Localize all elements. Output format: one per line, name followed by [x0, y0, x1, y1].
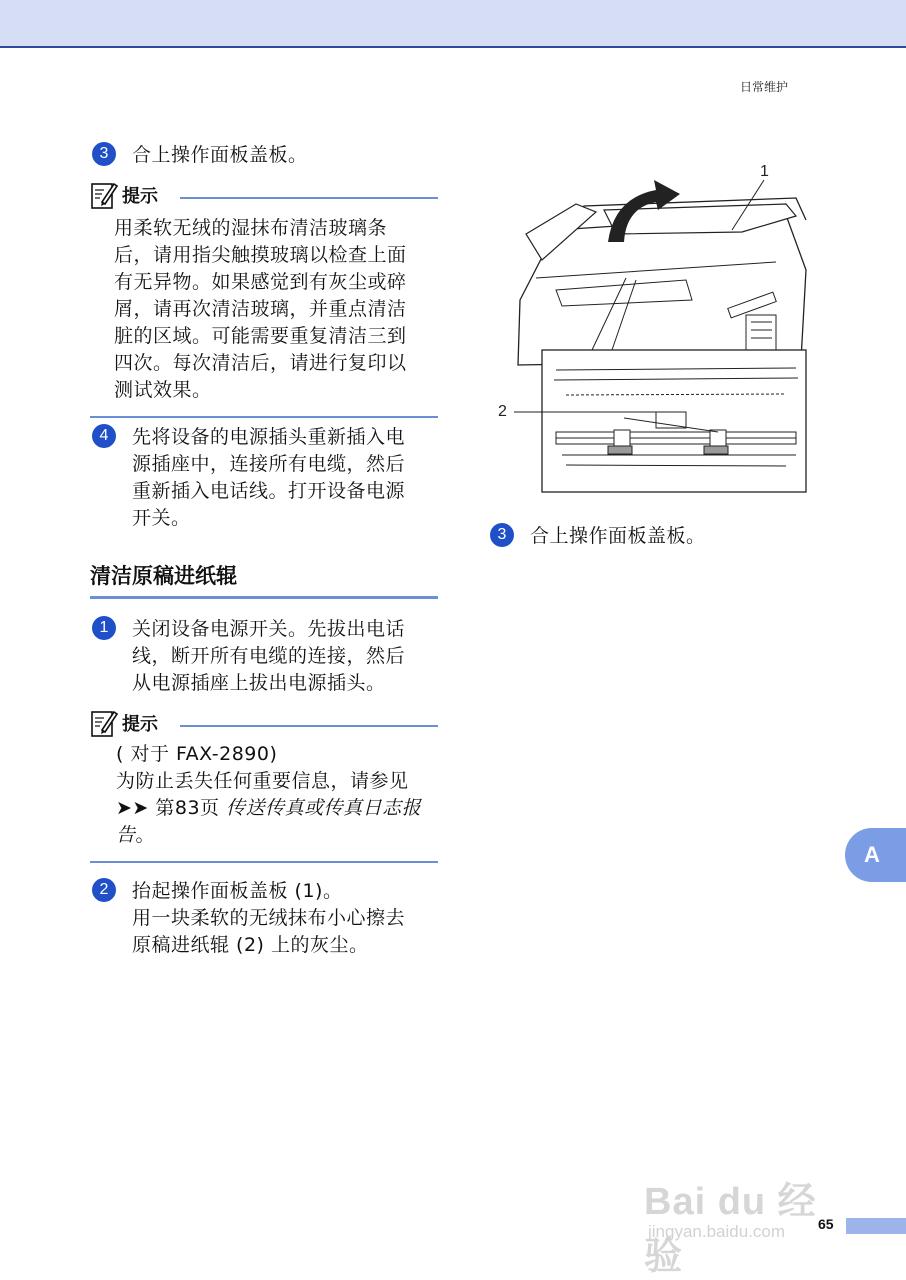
note-line: 四次。每次清洁后，请进行复印以: [114, 352, 407, 374]
reference-arrows-icon: ➤➤: [116, 797, 149, 819]
note-line: 为防止丢失任何重要信息，请参见: [116, 770, 409, 792]
page-number: 65: [818, 1216, 834, 1232]
reference-title: 传送传真或传真日志报: [226, 797, 422, 819]
step-text: [132, 616, 405, 697]
note-pencil-icon: [90, 180, 118, 210]
step-line: 关闭设备电源开关。先拔出电话: [132, 618, 406, 640]
note-line: ( 对于 FAX-2890): [116, 743, 278, 765]
note-1: [90, 180, 438, 418]
note-2: [90, 708, 438, 863]
step-line: 先将设备的电源插头重新插入电: [132, 426, 406, 448]
step-line: 线，断开所有电缆的连接，然后: [132, 645, 406, 667]
step-number: 2: [92, 878, 116, 902]
page-number-bar: [846, 1218, 906, 1234]
note-label: 提示: [122, 186, 158, 207]
step-line: 抬起操作面板盖板 (1)。: [132, 880, 343, 902]
step-number: 3: [490, 523, 514, 547]
note-divider: [90, 861, 438, 863]
step-2: [92, 878, 442, 959]
note-line: 屑，请再次清洁玻璃，并重点清洁: [114, 298, 407, 320]
reference-end: 。: [135, 824, 156, 846]
step-3-left: [92, 142, 442, 169]
step-line: 用一块柔软的无绒抹布小心擦去: [132, 907, 406, 929]
fax-machine-illustration: [496, 150, 826, 500]
step-text: 合上操作面板盖板。: [530, 525, 706, 547]
reference-page: 第83页: [148, 797, 227, 819]
step-1: [92, 616, 442, 697]
note-divider: [90, 416, 438, 418]
appendix-tab[interactable]: A: [845, 828, 906, 882]
step-text: 合上操作面板盖板。: [132, 144, 308, 166]
step-text: [132, 424, 405, 532]
cross-reference[interactable]: [116, 795, 438, 822]
note-line: 有无异物。如果感觉到有灰尘或碎: [114, 271, 407, 293]
note-line: 用柔软无绒的湿抹布清洁玻璃条: [114, 217, 388, 239]
watermark-url: jingyan.baidu.com: [648, 1222, 786, 1241]
callout-2: 2: [498, 403, 507, 420]
note-rule: [180, 725, 438, 727]
step-number: 1: [92, 616, 116, 640]
note-body: [114, 215, 438, 404]
step-line: 从电源插座上拔出电源插头。: [132, 672, 386, 694]
note-label: 提示: [122, 714, 158, 735]
callout-1: 1: [760, 163, 769, 180]
note-line: 测试效果。: [114, 379, 212, 401]
note-line: 脏的区域。可能需要重复清洁三到: [114, 325, 407, 347]
step-text: [132, 878, 405, 959]
watermark-logo: Bai du 经验: [644, 1181, 817, 1278]
step-line: 重新插入电话线。打开设备电源: [132, 480, 406, 502]
watermark: [644, 1140, 854, 1278]
note-pencil-icon: [90, 708, 118, 738]
note-line: 后，请用指尖触摸玻璃以检查上面: [114, 244, 407, 266]
step-line: 源插座中，连接所有电缆，然后: [132, 453, 406, 475]
step-number: 4: [92, 424, 116, 448]
section-title: 清洁原稿进纸辊: [90, 560, 438, 599]
note-rule: [180, 197, 438, 199]
step-4: [92, 424, 442, 532]
step-number: 3: [92, 142, 116, 166]
header-band: [0, 0, 906, 48]
step-3-right: [490, 523, 830, 550]
step-line: 原稿进纸辊 (2) 上的灰尘。: [132, 934, 369, 956]
running-head: 日常维护: [740, 80, 789, 94]
note-body: [116, 741, 438, 849]
step-line: 开关。: [132, 507, 191, 529]
reference-title-end: 告: [116, 824, 136, 846]
